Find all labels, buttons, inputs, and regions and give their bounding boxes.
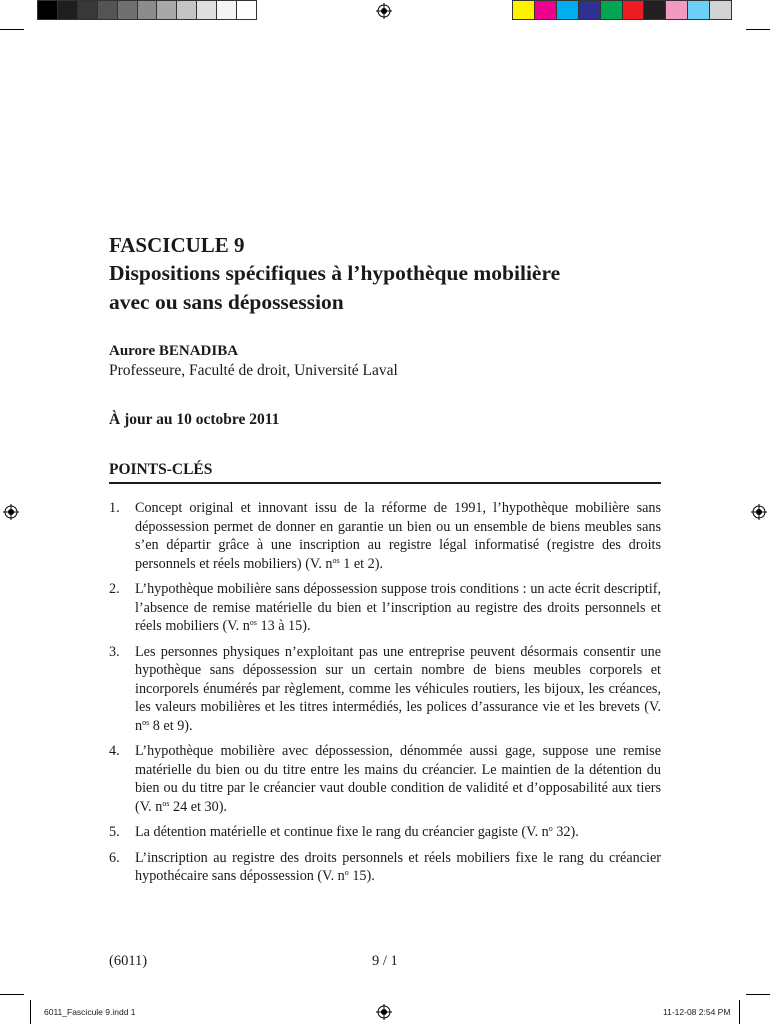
registration-mark-icon <box>376 3 392 19</box>
document-title <box>109 259 669 317</box>
title-line-2: avec ou sans dépossession <box>109 290 344 314</box>
item-number: 6. <box>109 849 120 866</box>
registration-mark-icon <box>376 1004 392 1020</box>
crop-mark <box>746 994 770 995</box>
item-number: 1. <box>109 500 120 516</box>
update-date: À jour au 10 octobre 2011 <box>109 411 280 428</box>
color-swatch <box>157 1 177 19</box>
item-text: L’hypothèque mobilière avec dépossession, dénommée aussi gage, suppose une remise matérielle du bien ou du titre entre les mains du créancier. Le maintien de la détention du bien ou du titre par le créancier vaut double condition de validité et d’opposabilité aux tiers (V. $n^{os}$ 24 et 30). <box>135 743 661 815</box>
color-swatch <box>688 1 710 19</box>
list-item <box>109 742 661 816</box>
item-number: 2. <box>109 581 120 597</box>
color-swatch <box>58 1 78 19</box>
item-number: 4. <box>109 743 120 759</box>
color-swatch <box>38 1 58 19</box>
color-swatch <box>237 1 256 19</box>
color-swatch <box>98 1 118 19</box>
grayscale-color-bar <box>37 0 257 20</box>
crop-mark <box>746 29 770 30</box>
item-text: La détention matérielle et continue fixe le rang du créancier gagiste (V. $n^o$ 32). <box>135 824 579 840</box>
color-swatch <box>118 1 138 19</box>
crop-mark <box>30 1000 31 1024</box>
list-item <box>109 580 661 636</box>
registration-mark-icon <box>3 504 19 520</box>
color-swatch <box>644 1 666 19</box>
color-swatch <box>177 1 197 19</box>
heading-rule <box>109 482 661 484</box>
title-line-1: Dispositions spécifiques à l’hypothèque mobilière <box>109 261 561 285</box>
color-swatch <box>710 1 731 19</box>
item-text: L’inscription au registre des droits personnels et réels mobiliers fixe le rang du créancier hypothécaire sans dépossession (V. $n^o$ 15). <box>135 849 661 884</box>
color-swatch <box>623 1 645 19</box>
registration-mark-icon <box>751 504 767 520</box>
color-swatch <box>138 1 158 19</box>
item-text: Les personnes physiques n’exploitant pas une entreprise peuvent désormais consentir une hypothèque sans dépossession sur un certain nombre de biens meubles corporels et incorporels énumérés par règlement, comme les véhicules routiers, les bijoux, les créances, les valeurs mobilières et les titres intermédiés, les polices d’assurance vie et les brevets (V. $n^{os}$ 8 et 9). <box>135 643 661 734</box>
print-timestamp: 11-12-08 2:54 PM <box>663 1007 731 1017</box>
crop-mark <box>0 994 24 995</box>
item-text: L’hypothèque mobilière sans dépossession suppose trois conditions : un acte écrit descriptif, l’absence de remise matérielle du bien et l’inscription au registre des droits personnels et réels mobiliers (V. $n^{os}$ 13 à 15). <box>135 581 661 634</box>
color-swatch <box>513 1 535 19</box>
item-number: 3. <box>109 643 120 660</box>
cmyk-color-bar <box>512 0 732 20</box>
color-swatch <box>601 1 623 19</box>
item-text: Concept original et innovant issu de la réforme de 1991, l’hypothèque mobilière sans dépossession permet de donner en garantie un bien ou un ensemble de biens meubles sans s’en départir grâce à une inscription au registre légal informatisé (registre des droits personnels et réels mobiliers) (V. $n^{os}$ 1 et 2). <box>135 500 661 572</box>
color-swatch <box>197 1 217 19</box>
crop-mark <box>0 29 24 30</box>
fascicule-label: FASCICULE 9 <box>109 233 245 257</box>
list-item <box>109 643 661 736</box>
crop-mark <box>739 1000 740 1024</box>
color-swatch <box>217 1 237 19</box>
color-swatch <box>535 1 557 19</box>
color-swatch <box>557 1 579 19</box>
list-item <box>109 499 661 573</box>
author-name: Aurore BENADIBA <box>109 343 239 359</box>
item-number: 5. <box>109 824 120 840</box>
file-slug: 6011_Fascicule 9.indd 1 <box>44 1007 136 1017</box>
list-item <box>109 823 661 842</box>
key-points-list <box>109 499 661 893</box>
section-heading: POINTS-CLÉS <box>109 461 213 478</box>
color-swatch <box>78 1 98 19</box>
document-code: (6011) <box>109 953 148 969</box>
color-swatch <box>666 1 688 19</box>
page-number: 9 / 1 <box>372 953 398 969</box>
color-swatch <box>579 1 601 19</box>
list-item <box>109 849 661 886</box>
author-affiliation: Professeure, Faculté de droit, Université Laval <box>109 362 398 379</box>
